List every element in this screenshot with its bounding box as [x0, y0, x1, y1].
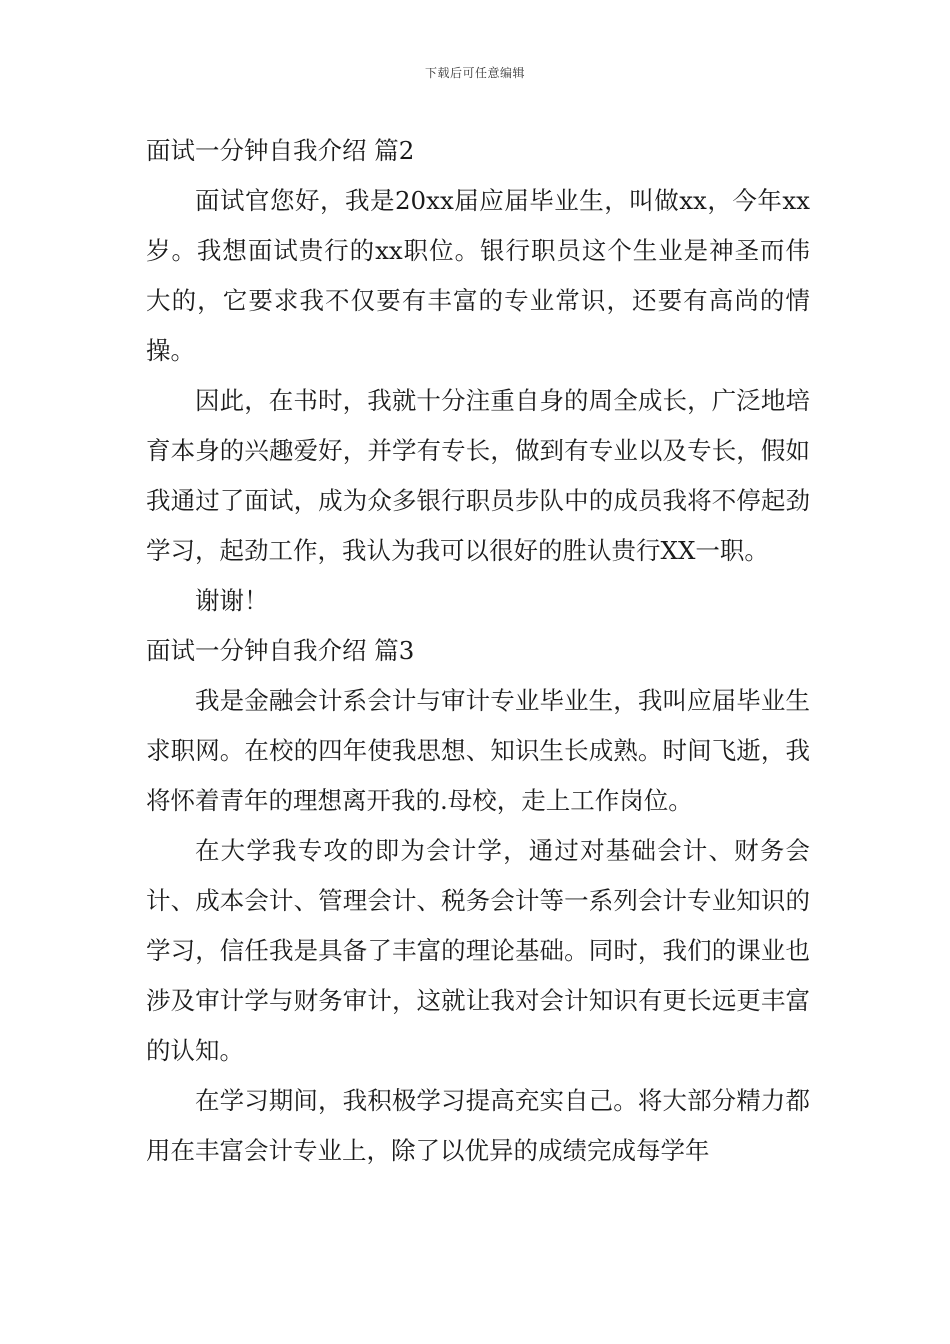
section-heading: 面试一分钟自我介绍 篇3 [146, 636, 415, 665]
section-heading: 面试一分钟自我介绍 篇2 [146, 136, 415, 165]
document-body [146, 126, 810, 1176]
paragraph: 在学习期间，我积极学习提高充实自己。将大部分精力都用在丰富会计专业上，除了以优异的成绩完成每学年 [146, 1086, 810, 1165]
paragraph: 谢谢！ [195, 586, 269, 615]
paragraph: 因此，在书时，我就十分注重自身的周全成长，广泛地培育本身的兴趣爱好，并学有专长，做到有专业以及专长，假如我通过了面试，成为众多银行职员步队中的成员我将不停起劲学习，起劲工作，我认为我可以很好的胜认贵行XX一职。 [146, 386, 810, 565]
paragraph: 在大学我专攻的即为会计学，通过对基础会计、财务会计、成本会计、管理会计、税务会计等一系列会计专业知识的学习，信任我是具备了丰富的理论基础。同时，我们的课业也涉及审计学与财务审计，这就让我对会计知识有更长远更丰富的认知。 [146, 836, 810, 1065]
header-note: 下载后可任意编辑 [424, 66, 525, 80]
paragraph: 面试官您好，我是20xx届应届毕业生，叫做xx，今年xx岁。我想面试贵行的xx职位。银行职员这个生业是神圣而伟大的，它要求我不仅要有丰富的专业常识，还要有高尚的情操。 [146, 186, 810, 365]
paragraph: 我是金融会计系会计与审计专业毕业生，我叫应届毕业生求职网。在校的四年使我思想、知识生长成熟。时间飞逝，我将怀着青年的理想离开我的.母校，走上工作岗位。 [146, 686, 810, 815]
